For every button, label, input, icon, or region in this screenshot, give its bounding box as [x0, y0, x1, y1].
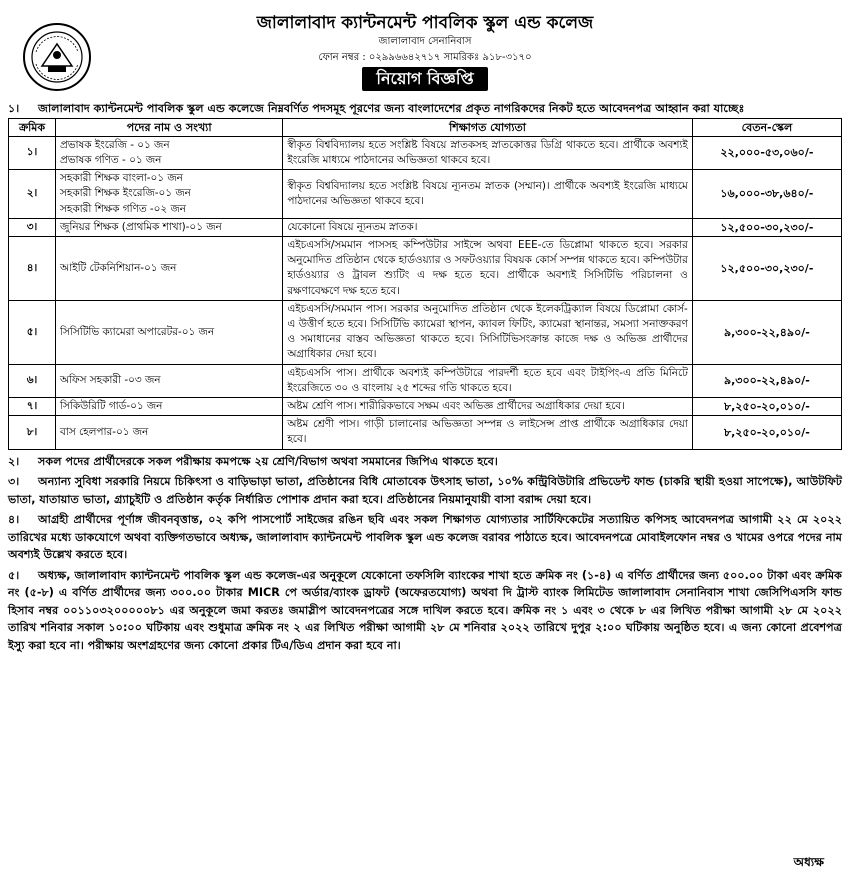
paragraph-number: ৩।	[8, 475, 20, 489]
row-posts	[56, 236, 283, 300]
row-posts	[56, 300, 283, 364]
notice-header	[8, 4, 842, 96]
header-text	[8, 12, 842, 91]
institution-location: জালালাবাদ সেনানিবাস	[378, 36, 472, 47]
paragraph-text: অধ্যক্ষ, জালালাবাদ ক্যান্টনমেন্ট পাবলিক স্কুল এন্ড কলেজ-এর অনুকূলে যেকোনো তফসিলি ব্যাংকের শাখা হতে ক্রমিক নং (১-৪) এ বর্ণিত প্রার্থীদের জন্য ৫০০.০০ টাকা এবং ক্রমিক নং (৫-৮) এ বর্ণিত প্রার্থীদের জন্য ৩০০.০০ টাকার MICR পে অর্ডার/ব্যাংক ড্রাফট (অফেরতযোগ্য) অথবা দি ট্রাস্ট ব্যাংক লিমিটেড জালালাবাদ সেনানিবাস শাখা জেসিপিএসসি ফান্ড হিসাব নম্বর ০০১১০৩২০০০০০৮১ এর অনুকূলে জমা করতঃ জমাস্লীপ আবেদনপত্রের সঙ্গে দাখিল করতে হবে। ক্রমিক নং ১ এবং ৩ থেকে ৮ এর লিখিত পরীক্ষা আগামী ২৮ মে ২০২২ তারিখ শনিবার সকাল ১০:০০ ঘটিকায় এবং শুধুমাত্র ক্রমিক নং ২ এর লিখিত পরীক্ষা আগামী ২৮ মে শনিবার ২০২২ তারিখে দুপুর ২:০০ ঘটিকায় অনুষ্ঠিত হবে। এ জন্য কোনো প্রবেশপত্র ইস্যু করা হবে না। পরীক্ষায় অংশগ্রহণের জন্য কোনো প্রকার টিএ/ডিএ প্রদান করা হবে না।	[8, 568, 842, 652]
row-serial: ৭।	[9, 397, 56, 415]
table-row	[9, 300, 842, 364]
row-serial: ৬।	[9, 364, 56, 397]
post-item: সহকারী শিক্ষক ইংরেজি-০১ জন	[60, 187, 191, 200]
paragraph-number: ২।	[8, 454, 20, 468]
posts-table	[8, 118, 842, 450]
col-qualification: শিক্ষাগত যোগ্যতা	[283, 118, 692, 136]
intro-paragraph	[8, 100, 842, 118]
table-row	[9, 397, 842, 415]
post-item: অফিস সহকারী -০৩ জন	[60, 374, 161, 387]
row-qualification: অষ্টম শ্রেণী পাস। গাড়ী চালানোর অভিজ্ঞতা সম্পন্ন ও লাইসেন্স প্রাপ্ত প্রার্থীকে অগ্রাধিকার দেয়া হবে।	[283, 416, 692, 449]
post-item: সহকারী শিক্ষক গণিত -০২ জন	[60, 202, 186, 215]
post-item: সিসিটিভি ক্যামেরা অপারেটর-০১ জন	[60, 325, 215, 338]
col-pay-scale: বেতন-স্কেল	[692, 118, 841, 136]
row-serial: ৮।	[9, 416, 56, 449]
row-posts	[56, 136, 283, 169]
table-row	[9, 136, 842, 169]
institution-phone: ফোন নম্বর : ০২৯৯৬৬৪২৭১৭ সামরিকঃ ৯১৮-৩১৭০	[318, 52, 532, 63]
row-serial: ২।	[9, 170, 56, 219]
paragraph-text: সকল পদের প্রার্থীদেরকে সকল পরীক্ষায় কমপক্ষে ২য় শ্রেণি/বিভাগ অথবা সমমানের জিপিএ থাকতে হবে।	[38, 454, 498, 468]
row-serial: ৫।	[9, 300, 56, 364]
row-pay: ৯,৩০০-২২,৪৯০/-	[692, 364, 841, 397]
paragraph-3	[8, 473, 842, 508]
row-pay: ১৬,০০০-৩৮,৬৪০/-	[692, 170, 841, 219]
post-item: বাস হেলপার-০১ জন	[60, 425, 149, 438]
paragraph-number: ৫।	[8, 568, 20, 582]
row-serial: ১।	[9, 136, 56, 169]
post-item: প্রভাষক ইংরেজি - ০১ জন	[60, 138, 170, 151]
table-header-row	[9, 118, 842, 136]
table-row	[9, 364, 842, 397]
post-item: সিকিউরিটি গার্ড-০১ জন	[60, 399, 163, 412]
table-row	[9, 416, 842, 449]
institution-name: জালালাবাদ ক্যান্টনমেন্ট পাবলিক স্কুল এন্ড কলেজ	[256, 13, 594, 33]
paragraph-text: জালালাবাদ ক্যান্টনমেন্ট পাবলিক স্কুল এন্ড কলেজে নিম্নবর্ণিত পদসমূহ পূরণের জন্য বাংলাদেশের প্রকৃত নাগরিকদের নিকট হতে আবেদনপত্র আহ্বান করা যাচ্ছেঃ	[38, 102, 745, 115]
row-pay: ৮,২৫০-২০,০১০/-	[692, 416, 841, 449]
row-qualification: এইচএসসি/সমমান পাসসহ কম্পিউটার সাইন্সে অথবা EEE-তে ডিপ্লোমা থাকতে হবে। সরকার অনুমোদিত প্রতিষ্ঠান থেকে হার্ডওয়্যার ও সফটওয়্যার বিষয়ক কোর্স সম্পন্ন থাকতে হবে। কম্পিউটার হার্ডওয়্যার ও ট্রাবল শ্যুটিং এ দক্ষ হতে হবে। প্রার্থীকে অবশ্যই সিসিটিভি পরিচালনা ও রক্ষণাবেক্ষণে দক্ষ হতে হবে।	[283, 236, 692, 300]
row-pay: ৮,২৫০-২০,০১০/-	[692, 397, 841, 415]
row-serial: ৪।	[9, 236, 56, 300]
paragraph-4	[8, 511, 842, 564]
row-qualification: এইচএসসি/সমমান পাস। সরকার অনুমোদিত প্রতিষ্ঠান থেকে ইলেকট্রিক্যাল বিষয়ে ডিপ্লোমা কোর্স-এ উত্তীর্ণ হতে হবে। সিসিটিভি ক্যামেরা স্থাপন, ক্যাবল ফিটিং, ক্যামেরা স্থানান্তর, সমস্যা সনাক্তকরণ ও সমাধানের বাস্তব অভিজ্ঞতা থাকতে হবে। সিসিটিভিসংক্রান্ত কাজে দক্ষ ও অভিজ্ঞ প্রার্থীদের অগ্রাধিকার দেয়া হবে।	[283, 300, 692, 364]
paragraph-number: ৪।	[8, 513, 20, 527]
signature-principal: অধ্যক্ষ	[793, 855, 824, 869]
row-posts	[56, 397, 283, 415]
paragraph-text: আগ্রহী প্রার্থীদের পূর্ণাঙ্গ জীবনবৃত্তান্ত, ০২ কপি পাসপোর্ট সাইজের রঙিন ছবি এবং সকল শিক্ষাগত যোগ্যতার সার্টিফিকেটের সত্যায়িত কপিসহ আবেদনপত্র আগামী ২২ মে ২০২২ তারিখের মধ্যে ডাকযোগে অথবা ব্যক্তিগতভাবে অধ্যক্ষ, জালালাবাদ ক্যান্টনমেন্ট পাবলিক স্কুল এন্ড কলেজ বরাবর পাঠাতে হবে। আবেদনপত্রে মোবাইলফোন নম্বর ও খামের ওপরে পদের নাম অবশ্যই উল্লেখ করতে হবে।	[8, 513, 842, 562]
table-row	[9, 170, 842, 219]
row-qualification: স্বীকৃত বিশ্ববিদ্যালয় হতে সংশ্লিষ্ট বিষয়ে ন্যূনতম স্নাতক (সম্মান)। প্রার্থীকে অবশ্যই ইংরেজি মাধ্যমে পাঠদানের অভিজ্ঞতা থাকবে হবে।	[283, 170, 692, 219]
row-posts	[56, 170, 283, 219]
col-post: পদের নাম ও সংখ্যা	[56, 118, 283, 136]
row-pay: ৯,৩০০-২২,৪৯০/-	[692, 300, 841, 364]
row-qualification: এইচএসসি পাস। প্রার্থীকে অবশ্যই কম্পিউটারে পারদর্শী হতে হবে এবং টাইপিং-এ প্রতি মিনিটে ইংরেজিতে ৩০ ও বাংলায় ২৫ শব্দের গতি থাকতে হবে।	[283, 364, 692, 397]
paragraph-5	[8, 567, 842, 655]
post-item: প্রভাষক গণিত - ০১ জন	[60, 153, 162, 166]
col-serial: ক্রমিক	[9, 118, 56, 136]
row-pay: ১২,৫০০-৩০,২৩০/-	[692, 218, 841, 236]
table-body	[9, 136, 842, 449]
row-qualification: অষ্টম শ্রেণি পাস। শারীরিকভাবে সক্ষম এবং অভিজ্ঞ প্রার্থীদের অগ্রাধিকার দেয়া হবে।	[283, 397, 692, 415]
post-item: জুনিয়র শিক্ষক (প্রাথমিক শাখা)-০১ জন	[60, 220, 222, 233]
post-item: সহকারী শিক্ষক বাংলা-০১ জন	[60, 172, 183, 185]
row-qualification: স্বীকৃত বিশ্ববিদ্যালয় হতে সংশ্লিষ্ট বিষয়ে স্নাতকসহ স্নাতকোত্তর ডিগ্রি থাকতে হবে। প্রার্থীকে অবশ্যই ইংরেজি মাধ্যমে পাঠদানের অভিজ্ঞতা থাকবে হবে।	[283, 136, 692, 169]
row-posts	[56, 218, 283, 236]
paragraph-number: ১।	[8, 102, 20, 115]
post-item: আইটি টেকনিশিয়ান-০১ জন	[60, 261, 177, 274]
paragraph-2	[8, 453, 842, 471]
table-row	[9, 218, 842, 236]
row-posts	[56, 416, 283, 449]
row-serial: ৩।	[9, 218, 56, 236]
row-pay: ২২,০০০-৫৩,০৬০/-	[692, 136, 841, 169]
row-pay: ১২,৫০০-৩০,২৩০/-	[692, 236, 841, 300]
paragraph-text: অন্যান্য সুবিধা সরকারি নিয়মে চিকিৎসা ও বাড়িভাড়া ভাতা, প্রতিষ্ঠানের বিধি মোতাবেক উৎসাহ ভাতা, ১০% কন্ট্রিবিউটারি প্রভিডেন্ট ফান্ড (চাকরি স্থায়ী হওয়া সাপেক্ষে), আউটফিট ভাতা, যাতায়াত ভাতা, গ্র্যাচুইটি ও প্রতিষ্ঠান কর্তৃক নির্ধারিত পোশাক প্রদান করা হবে। প্রতিষ্ঠানের নিয়মানুযায়ী বাসা বরাদ্দ দেয়া হবে।	[8, 475, 842, 506]
row-qualification: যেকোনো বিষয়ে ন্যূনতম স্নাতক।	[283, 218, 692, 236]
table-row	[9, 236, 842, 300]
notice-title: নিয়োগ বিজ্ঞপ্তি	[362, 67, 487, 91]
row-posts	[56, 364, 283, 397]
